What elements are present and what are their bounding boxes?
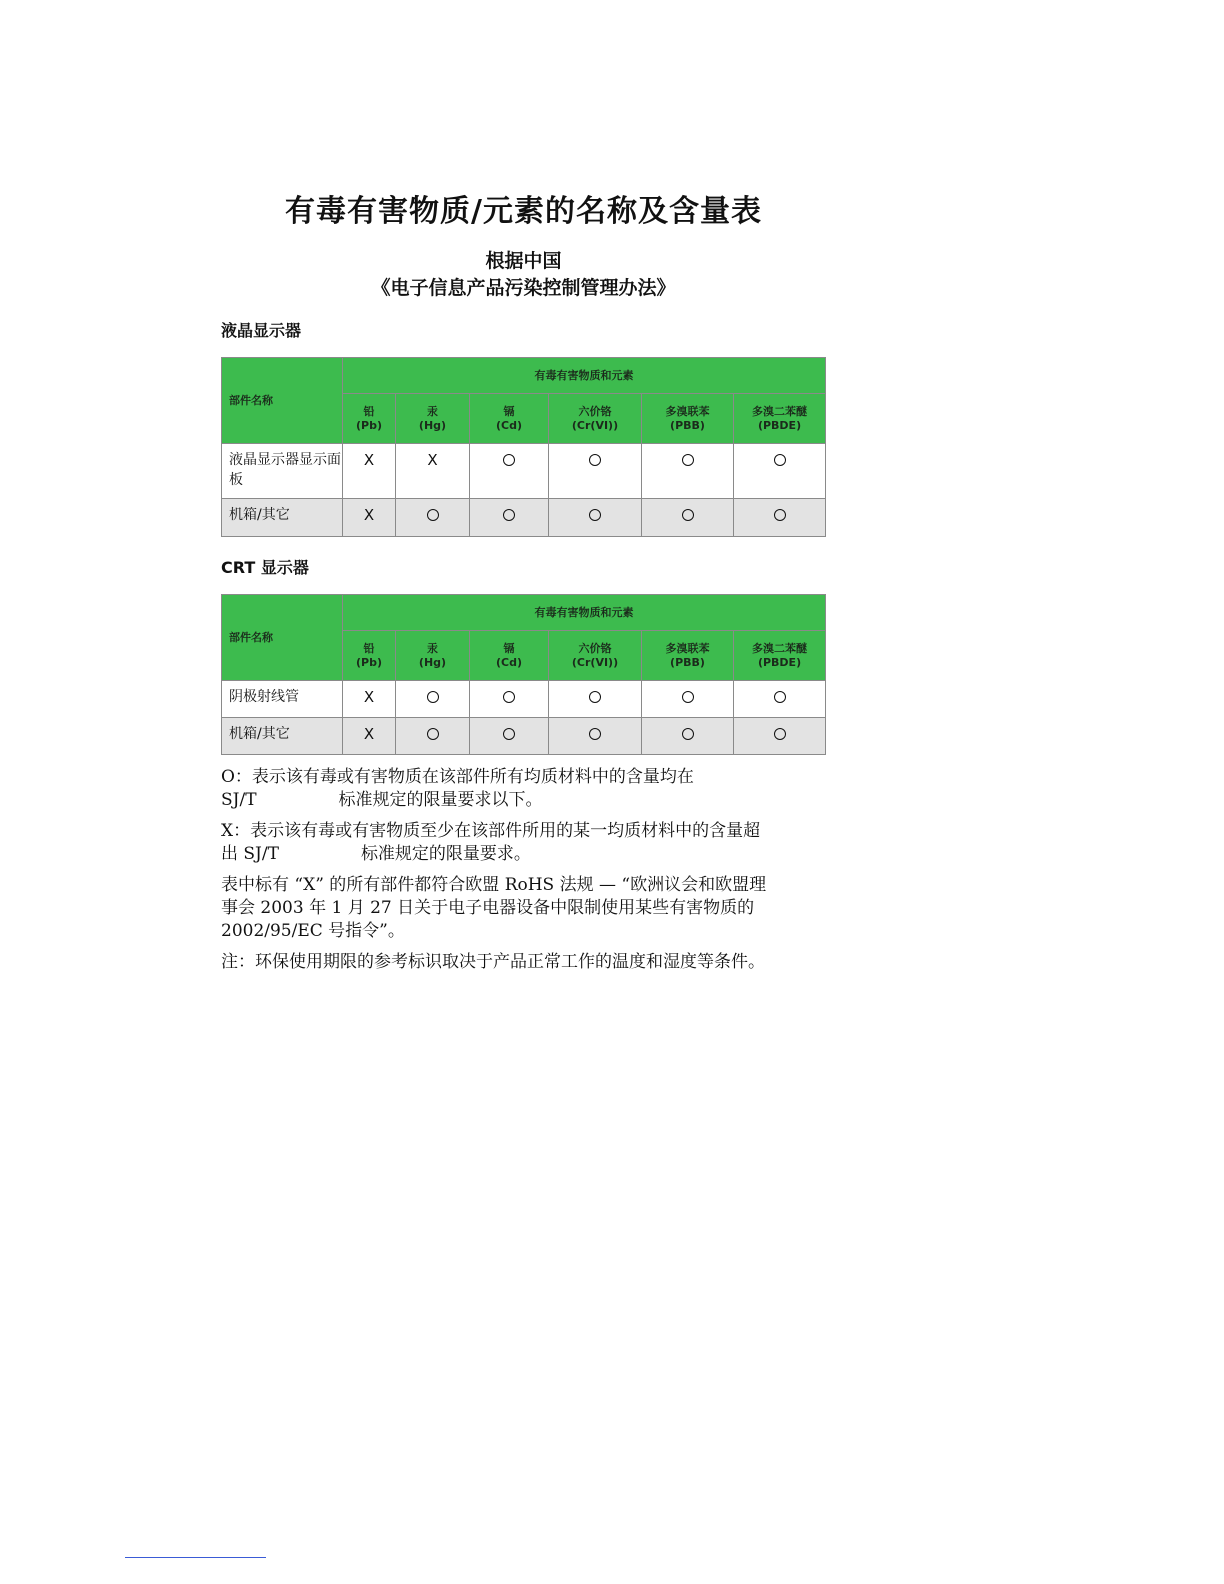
value-cell: [396, 681, 470, 718]
note-rohs-line-3: 2002/95/EC 号指令”。: [221, 921, 405, 941]
circle-mark-icon: [589, 691, 601, 703]
part-name-header: 部件名称: [222, 358, 343, 444]
circle-mark-icon: [774, 509, 786, 521]
value-cell: [734, 718, 826, 755]
table-header-row: [222, 358, 826, 394]
part-name-cell: 液晶显示器显示面板: [222, 444, 343, 499]
value-cell: [343, 499, 396, 537]
presence-mark: X: [363, 688, 375, 706]
value-cell: [343, 718, 396, 755]
element-header-pb: 铅 (Pb): [343, 394, 396, 444]
circle-mark-icon: [589, 728, 601, 740]
circle-mark-icon: [427, 728, 439, 740]
value-cell: [396, 718, 470, 755]
note-rohs-line-1: 表中标有 “X” 的所有部件都符合欧盟 RoHS 法规 — “欧洲议会和欧盟理: [221, 875, 767, 895]
table-row: [222, 499, 826, 537]
value-cell: [734, 444, 826, 499]
presence-mark: X: [363, 725, 375, 743]
note-environment-period: 注：环保使用期限的参考标识取决于产品正常工作的温度和湿度等条件。: [221, 952, 765, 972]
part-name-header: 部件名称: [222, 595, 343, 681]
element-header-hg: 汞 (Hg): [396, 631, 470, 681]
circle-mark-icon: [503, 728, 515, 740]
part-name-cell: 机箱/其它: [222, 499, 343, 537]
value-cell: [343, 681, 396, 718]
table-row: [222, 718, 826, 755]
circle-mark-icon: [682, 509, 694, 521]
note-x-line-1: X：表示该有毒或有害物质至少在该部件所用的某一均质材料中的含量超: [221, 821, 761, 841]
circle-mark-icon: [427, 691, 439, 703]
value-cell: [642, 681, 734, 718]
substance-group-header: 有毒有害物质和元素: [343, 358, 826, 394]
part-name-cell: 机箱/其它: [222, 718, 343, 755]
table-row: [222, 444, 826, 499]
value-cell: [549, 718, 642, 755]
circle-mark-icon: [774, 454, 786, 466]
note-o-line-2: SJ/T 标准规定的限量要求以下。: [221, 790, 543, 810]
circle-mark-icon: [503, 691, 515, 703]
circle-mark-icon: [682, 728, 694, 740]
value-cell: [549, 499, 642, 537]
subtitle-line-2: 《电子信息产品污染控制管理办法》: [371, 277, 676, 299]
value-cell: [396, 444, 470, 499]
presence-mark: X: [363, 506, 375, 524]
value-cell: [470, 681, 549, 718]
note-o-line-1: O：表示该有毒或有害物质在该部件所有均质材料中的含量均在: [221, 767, 694, 787]
circle-mark-icon: [503, 509, 515, 521]
value-cell: [549, 444, 642, 499]
value-cell: [642, 718, 734, 755]
circle-mark-icon: [589, 454, 601, 466]
note-x-line-2: 出 SJ/T 标准规定的限量要求。: [221, 844, 531, 864]
circle-mark-icon: [682, 454, 694, 466]
section-title-crt: CRT 显示器: [221, 558, 309, 577]
element-header-pb: 铅 (Pb): [343, 631, 396, 681]
element-header-cd: 镉 (Cd): [470, 631, 549, 681]
note-x-legend: [221, 820, 831, 866]
element-header-cr6: 六价铬 (Cr(VI)): [549, 631, 642, 681]
circle-mark-icon: [589, 509, 601, 521]
crt-substance-table: [221, 594, 826, 755]
lcd-substance-table: [221, 357, 826, 537]
note-rohs-line-2: 事会 2003 年 1 月 27 日关于电子电器设备中限制使用某些有害物质的: [221, 898, 755, 918]
element-header-cr6: 六价铬 (Cr(VI)): [549, 394, 642, 444]
value-cell: [470, 499, 549, 537]
element-header-pbb: 多溴联苯 (PBB): [642, 394, 734, 444]
circle-mark-icon: [774, 691, 786, 703]
value-cell: [734, 499, 826, 537]
circle-mark-icon: [682, 691, 694, 703]
subtitle-line-1: 根据中国: [485, 250, 562, 272]
value-cell: [734, 681, 826, 718]
section-title-lcd: 液晶显示器: [221, 321, 302, 340]
value-cell: [396, 499, 470, 537]
element-header-hg: 汞 (Hg): [396, 394, 470, 444]
element-header-pbde: 多溴二苯醚 (PBDE): [734, 631, 826, 681]
element-header-pbb: 多溴联苯 (PBB): [642, 631, 734, 681]
value-cell: [642, 444, 734, 499]
circle-mark-icon: [774, 728, 786, 740]
note-rohs-compliance: [221, 874, 831, 943]
part-name-cell: 阴极射线管: [222, 681, 343, 718]
circle-mark-icon: [427, 509, 439, 521]
value-cell: [549, 681, 642, 718]
substance-group-header: 有毒有害物质和元素: [343, 595, 826, 631]
presence-mark: X: [427, 451, 438, 469]
footnote-separator: [125, 1557, 266, 1558]
element-header-cd: 镉 (Cd): [470, 394, 549, 444]
value-cell: [642, 499, 734, 537]
page-subtitle: [0, 248, 1047, 302]
value-cell: [470, 718, 549, 755]
table-header-row: [222, 595, 826, 631]
circle-mark-icon: [503, 454, 515, 466]
value-cell: [470, 444, 549, 499]
presence-mark: X: [363, 451, 375, 469]
element-header-pbde: 多溴二苯醚 (PBDE): [734, 394, 826, 444]
table-row: [222, 681, 826, 718]
note-o-legend: [221, 766, 831, 812]
page-title: 有毒有害物质/元素的名称及含量表: [285, 194, 762, 229]
value-cell: [343, 444, 396, 499]
